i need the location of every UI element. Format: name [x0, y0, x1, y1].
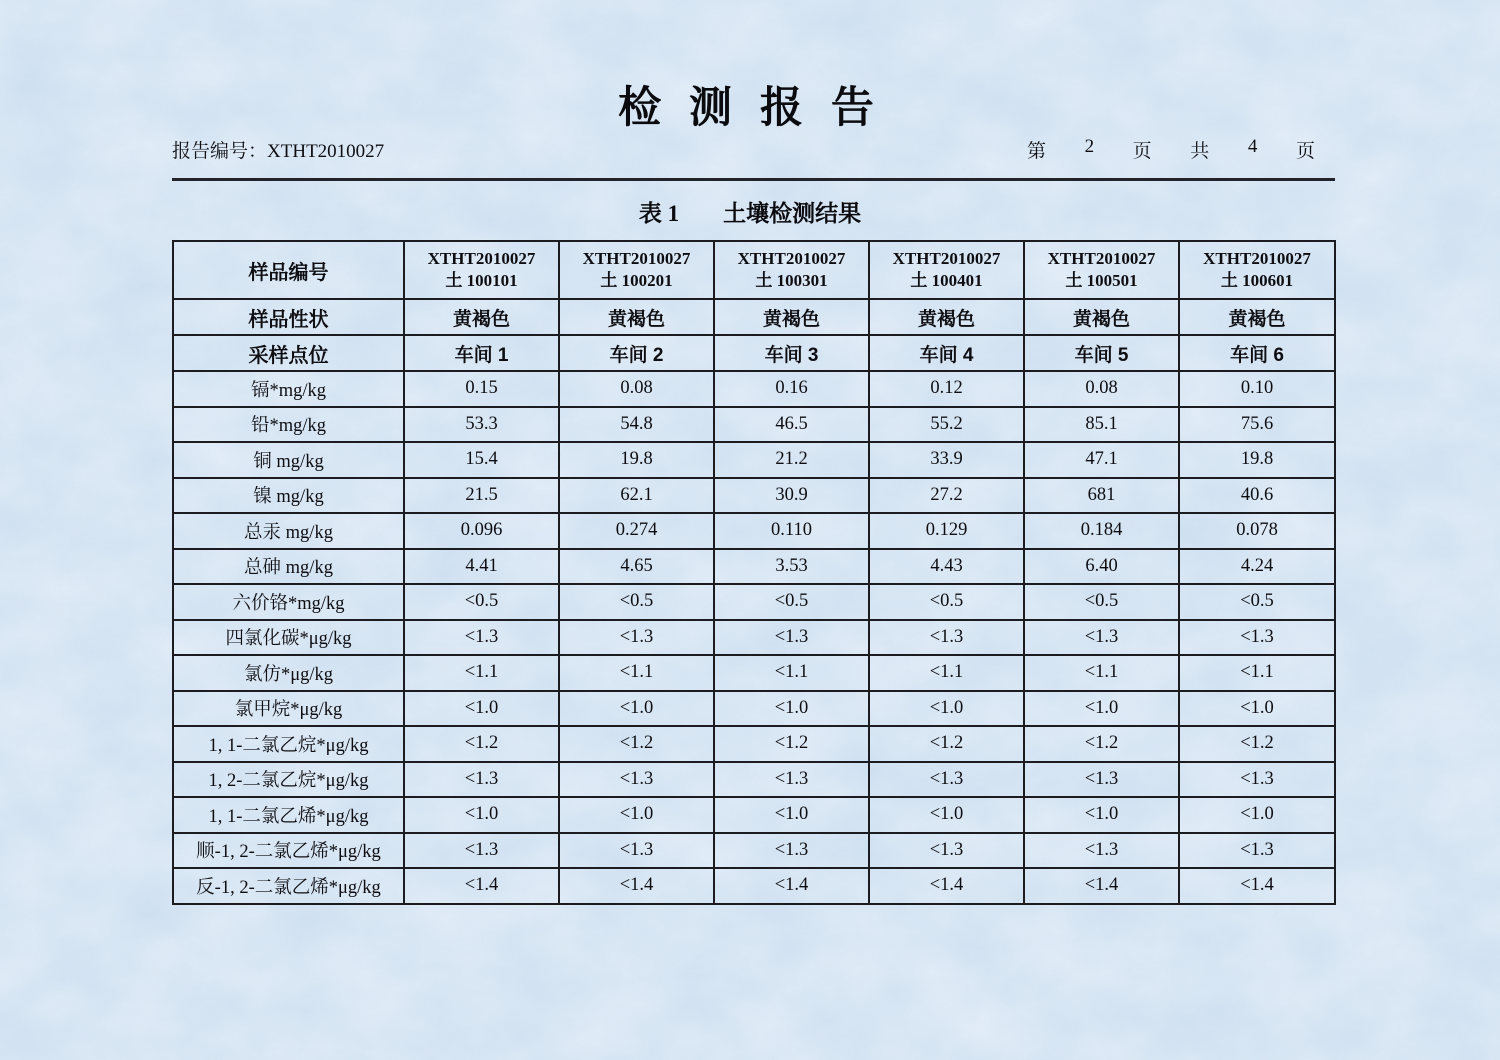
value-cell: 85.1 — [1024, 407, 1179, 443]
table-row — [173, 691, 1335, 727]
sample-code: XTHT2010027 — [1047, 249, 1156, 269]
sample-subcode: 土 100101 — [445, 271, 518, 290]
table-row — [173, 833, 1335, 869]
sample-code: XTHT2010027 — [582, 249, 691, 269]
value-cell: <1.1 — [559, 655, 714, 691]
table-caption-label: 表 1 — [638, 201, 680, 226]
value-cell: <1.3 — [714, 620, 869, 656]
parameter-label: 顺-1, 2-二氯乙烯*μg/kg — [173, 833, 404, 869]
value-cell: <1.2 — [869, 726, 1024, 762]
value-cell: <1.4 — [869, 868, 1024, 904]
sample-id-row-label: 样品编号 — [173, 241, 404, 299]
sample-code: XTHT2010027 — [892, 249, 1001, 269]
table-caption — [0, 195, 1500, 228]
value-cell: <1.2 — [404, 726, 559, 762]
location-cell: 车间 2 — [559, 335, 714, 371]
value-cell: 0.274 — [559, 513, 714, 549]
location-cell: 车间 1 — [404, 335, 559, 371]
location-cell: 车间 6 — [1179, 335, 1335, 371]
sample-subcode: 土 100501 — [1065, 271, 1138, 290]
table-row — [173, 513, 1335, 549]
value-cell: 55.2 — [869, 407, 1024, 443]
parameter-label: 镍 mg/kg — [173, 478, 404, 514]
table-row — [173, 620, 1335, 656]
parameter-label: 氯甲烷*μg/kg — [173, 691, 404, 727]
value-cell: <0.5 — [404, 584, 559, 620]
parameter-label: 总汞 mg/kg — [173, 513, 404, 549]
table-row — [173, 442, 1335, 478]
value-cell: <1.3 — [1179, 620, 1335, 656]
table-row — [173, 868, 1335, 904]
parameter-label: 1, 1-二氯乙烯*μg/kg — [173, 797, 404, 833]
value-cell: <1.3 — [559, 620, 714, 656]
value-cell: <1.0 — [559, 691, 714, 727]
value-cell: <1.3 — [1024, 620, 1179, 656]
sample-subcode: 土 100601 — [1220, 271, 1294, 290]
soil-results-table — [172, 240, 1336, 905]
value-cell: <1.3 — [404, 620, 559, 656]
value-cell: <1.1 — [714, 655, 869, 691]
page-indicator — [1027, 136, 1315, 163]
table-row — [173, 797, 1335, 833]
value-cell: 21.2 — [714, 442, 869, 478]
value-cell: <1.0 — [404, 691, 559, 727]
location-cell: 车间 3 — [714, 335, 869, 371]
value-cell: <1.1 — [404, 655, 559, 691]
value-cell: 4.41 — [404, 549, 559, 585]
sample-id-cell — [404, 241, 559, 299]
value-cell: 0.08 — [559, 371, 714, 407]
report-number — [172, 136, 384, 163]
value-cell: 47.1 — [1024, 442, 1179, 478]
report-number-label: 报告编号： — [172, 141, 268, 162]
sample-id-cell — [869, 241, 1024, 299]
value-cell: 33.9 — [869, 442, 1024, 478]
table-row — [173, 549, 1335, 585]
sample-id-cell — [1024, 241, 1179, 299]
value-cell: <1.0 — [1024, 797, 1179, 833]
value-cell: <1.3 — [1179, 762, 1335, 798]
page-word-ye2: 页 — [1295, 141, 1315, 162]
sample-id-cell — [714, 241, 869, 299]
value-cell: <1.3 — [869, 762, 1024, 798]
sample-code: XTHT2010027 — [737, 249, 846, 269]
character-row-label: 样品性状 — [173, 299, 404, 335]
value-cell: <1.4 — [1024, 868, 1179, 904]
table-row-sample-id — [173, 241, 1335, 299]
value-cell: <1.0 — [404, 797, 559, 833]
value-cell: <1.0 — [559, 797, 714, 833]
value-cell: 0.184 — [1024, 513, 1179, 549]
value-cell: <0.5 — [714, 584, 869, 620]
value-cell: <0.5 — [559, 584, 714, 620]
table-row — [173, 655, 1335, 691]
parameter-label: 镉*mg/kg — [173, 371, 404, 407]
value-cell: <1.3 — [869, 833, 1024, 869]
value-cell: <1.0 — [869, 691, 1024, 727]
value-cell: 62.1 — [559, 478, 714, 514]
table-row — [173, 584, 1335, 620]
location-cell: 车间 5 — [1024, 335, 1179, 371]
value-cell: <1.2 — [714, 726, 869, 762]
sample-subcode: 土 100301 — [755, 271, 828, 290]
character-cell: 黄褐色 — [1024, 299, 1179, 335]
report-meta — [172, 136, 1315, 163]
header-divider — [172, 178, 1335, 181]
sample-subcode: 土 100401 — [910, 271, 983, 290]
table-row — [173, 726, 1335, 762]
page-total: 4 — [1247, 136, 1258, 157]
value-cell: <1.0 — [1024, 691, 1179, 727]
sample-code: XTHT2010027 — [1203, 249, 1311, 269]
parameter-label: 铅*mg/kg — [173, 407, 404, 443]
value-cell: <1.3 — [714, 762, 869, 798]
parameter-label: 1, 1-二氯乙烷*μg/kg — [173, 726, 404, 762]
table-row — [173, 478, 1335, 514]
report-title: 检 测 报 告 — [618, 84, 882, 132]
value-cell: <1.2 — [559, 726, 714, 762]
parameter-label: 总砷 mg/kg — [173, 549, 404, 585]
value-cell: 3.53 — [714, 549, 869, 585]
value-cell: 4.24 — [1179, 549, 1335, 585]
location-cell: 车间 4 — [869, 335, 1024, 371]
value-cell: <1.3 — [869, 620, 1024, 656]
character-cell: 黄褐色 — [404, 299, 559, 335]
value-cell: <1.3 — [404, 762, 559, 798]
value-cell: <1.0 — [1179, 797, 1335, 833]
value-cell: <1.0 — [869, 797, 1024, 833]
value-cell: 27.2 — [869, 478, 1024, 514]
table-caption-title: 土壤检测结果 — [723, 201, 862, 226]
value-cell: <1.3 — [559, 833, 714, 869]
value-cell: 6.40 — [1024, 549, 1179, 585]
location-row-label: 采样点位 — [173, 335, 404, 371]
value-cell: <1.0 — [714, 797, 869, 833]
parameter-label: 四氯化碳*μg/kg — [173, 620, 404, 656]
table-row — [173, 371, 1335, 407]
parameter-label: 铜 mg/kg — [173, 442, 404, 478]
value-cell: 0.16 — [714, 371, 869, 407]
value-cell: <1.0 — [1179, 691, 1335, 727]
table-row-character — [173, 299, 1335, 335]
value-cell: 0.078 — [1179, 513, 1335, 549]
value-cell: 53.3 — [404, 407, 559, 443]
value-cell: 30.9 — [714, 478, 869, 514]
value-cell: 19.8 — [1179, 442, 1335, 478]
character-cell: 黄褐色 — [869, 299, 1024, 335]
value-cell: <0.5 — [1179, 584, 1335, 620]
value-cell: <1.1 — [1179, 655, 1335, 691]
value-cell: 0.12 — [869, 371, 1024, 407]
value-cell: 19.8 — [559, 442, 714, 478]
value-cell: 54.8 — [559, 407, 714, 443]
value-cell: <1.1 — [1024, 655, 1179, 691]
table-row — [173, 762, 1335, 798]
page-current: 2 — [1084, 136, 1095, 157]
value-cell: 4.43 — [869, 549, 1024, 585]
value-cell: 0.08 — [1024, 371, 1179, 407]
value-cell: 21.5 — [404, 478, 559, 514]
value-cell: <0.5 — [1024, 584, 1179, 620]
value-cell: 0.096 — [404, 513, 559, 549]
page-word-di: 第 — [1027, 141, 1047, 162]
value-cell: <1.4 — [559, 868, 714, 904]
parameter-label: 六价铬*mg/kg — [173, 584, 404, 620]
sample-id-cell — [559, 241, 714, 299]
value-cell: 4.65 — [559, 549, 714, 585]
table-row-location — [173, 335, 1335, 371]
value-cell: 0.110 — [714, 513, 869, 549]
report-number-value: XTHT2010027 — [267, 141, 385, 162]
character-cell: 黄褐色 — [714, 299, 869, 335]
value-cell: <1.3 — [1024, 833, 1179, 869]
value-cell: <1.3 — [1179, 833, 1335, 869]
value-cell: <1.3 — [714, 833, 869, 869]
value-cell: 0.129 — [869, 513, 1024, 549]
sample-id-cell — [1179, 241, 1335, 299]
page-word-gong: 共 — [1190, 141, 1210, 162]
value-cell: 15.4 — [404, 442, 559, 478]
value-cell: 681 — [1024, 478, 1179, 514]
table-row — [173, 407, 1335, 443]
value-cell: <1.1 — [869, 655, 1024, 691]
parameter-label: 1, 2-二氯乙烷*μg/kg — [173, 762, 404, 798]
value-cell: <1.4 — [714, 868, 869, 904]
character-cell: 黄褐色 — [559, 299, 714, 335]
value-cell: 0.15 — [404, 371, 559, 407]
value-cell: 0.10 — [1179, 371, 1335, 407]
sample-subcode: 土 100201 — [600, 271, 673, 290]
page-word-ye1: 页 — [1132, 141, 1152, 162]
value-cell: <1.4 — [404, 868, 559, 904]
character-cell: 黄褐色 — [1179, 299, 1335, 335]
value-cell: <1.4 — [1179, 868, 1335, 904]
parameter-label: 氯仿*μg/kg — [173, 655, 404, 691]
value-cell: 46.5 — [714, 407, 869, 443]
value-cell: <1.3 — [1024, 762, 1179, 798]
sample-code: XTHT2010027 — [427, 249, 536, 269]
value-cell: <1.3 — [559, 762, 714, 798]
value-cell: <1.3 — [404, 833, 559, 869]
value-cell: <1.0 — [714, 691, 869, 727]
value-cell: 75.6 — [1179, 407, 1335, 443]
value-cell: <0.5 — [869, 584, 1024, 620]
parameter-label: 反-1, 2-二氯乙烯*μg/kg — [173, 868, 404, 904]
value-cell: <1.2 — [1024, 726, 1179, 762]
value-cell: <1.2 — [1179, 726, 1335, 762]
value-cell: 40.6 — [1179, 478, 1335, 514]
